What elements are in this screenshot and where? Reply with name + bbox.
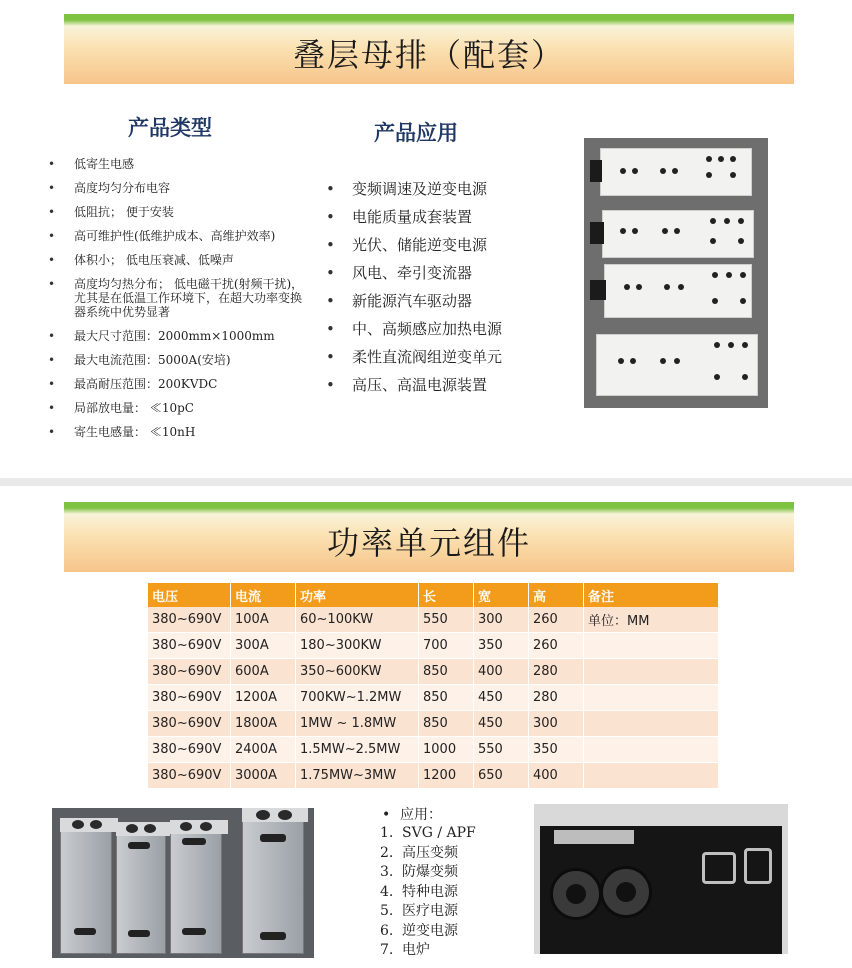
handle	[128, 930, 150, 937]
slide-title: 叠层母排（配套）	[292, 36, 565, 74]
applications-heading-label: 应用：	[400, 807, 442, 823]
hole	[706, 156, 712, 162]
item-number: 5.	[380, 903, 394, 919]
cabinet-top	[60, 818, 118, 832]
handle	[128, 842, 150, 849]
hole	[618, 358, 624, 364]
vent-hole	[144, 824, 156, 833]
table-cell	[584, 737, 719, 763]
list-item: • 局部放电量： ≪10pC	[48, 401, 308, 415]
table-cell: 260	[529, 607, 584, 633]
column-header: 备注	[584, 583, 719, 607]
applications-heading	[382, 804, 442, 824]
table-cell: 350	[529, 737, 584, 763]
cabinet-top	[170, 820, 228, 834]
table-cell: 260	[529, 633, 584, 659]
table-cell: 1200	[419, 763, 474, 789]
vent-hole	[126, 824, 138, 833]
list-item	[380, 902, 476, 922]
table-cell: 380~690V	[148, 633, 231, 659]
handle	[182, 838, 206, 845]
list-item	[380, 824, 476, 844]
hole	[674, 358, 680, 364]
hole	[632, 228, 638, 234]
table-cell	[584, 711, 719, 737]
vent-hole	[278, 810, 292, 820]
slide-laminated-busbar	[0, 0, 852, 478]
product-applications-heading: 产品应用	[374, 120, 458, 145]
table-cell: 1200A	[231, 685, 296, 711]
table-cell	[584, 763, 719, 789]
table-cell: 380~690V	[148, 737, 231, 763]
table-row	[148, 685, 719, 711]
hole	[726, 272, 732, 278]
busbar-terminal	[590, 222, 604, 244]
fan-hub	[566, 884, 586, 904]
item-label: 特种电源	[402, 883, 458, 900]
list-item: • 中、高频感应加热电源	[326, 320, 566, 338]
list-item: • 高可维护性(低维护成本、高维护效率)	[48, 229, 308, 243]
table-cell: 450	[474, 711, 529, 737]
hole	[742, 342, 748, 348]
table-row	[148, 711, 719, 737]
hole	[624, 284, 630, 290]
cabinet-top	[242, 808, 308, 822]
table-cell: 380~690V	[148, 659, 231, 685]
table-cell: 1MW ~ 1.8MW	[296, 711, 419, 737]
table-cell: 380~690V	[148, 685, 231, 711]
item-number: 6.	[380, 922, 394, 939]
table-cell: 350~600KW	[296, 659, 419, 685]
hole	[730, 156, 736, 162]
hole	[664, 284, 670, 290]
table-cell	[584, 659, 719, 685]
vent-hole	[72, 820, 84, 829]
slide-power-unit-assembly	[0, 486, 852, 968]
hole	[632, 168, 638, 174]
item-label: 逆变电源	[402, 922, 458, 939]
column-header: 宽	[474, 583, 529, 607]
table-row	[148, 659, 719, 685]
busbar-plate	[602, 210, 754, 258]
vent-hole	[180, 822, 192, 831]
slide-title: 功率单元组件	[326, 524, 531, 562]
item-number: 2.	[380, 844, 394, 861]
table-header-row	[148, 583, 719, 607]
table-row	[148, 607, 719, 633]
list-item: • 低寄生电感	[48, 157, 308, 171]
hole	[710, 238, 716, 244]
hole	[738, 218, 744, 224]
list-item: • 高压、高温电源装置	[326, 376, 566, 394]
table-cell: 60~100KW	[296, 607, 419, 633]
hole	[660, 358, 666, 364]
box-window	[744, 848, 772, 884]
list-item: • 电能质量成套装置	[326, 208, 566, 226]
list-item: • 最大尺寸范围：2000mm×1000mm	[48, 329, 308, 343]
table-cell: 2400A	[231, 737, 296, 763]
item-label: 高压变频	[402, 844, 458, 861]
column-header: 长	[419, 583, 474, 607]
hole	[712, 272, 718, 278]
title-banner	[64, 502, 794, 572]
item-label: SVG / APF	[402, 825, 476, 841]
table-cell: 700	[419, 633, 474, 659]
hole	[706, 172, 712, 178]
hole	[620, 168, 626, 174]
table-cell: 单位：MM	[584, 607, 719, 633]
item-number: 3.	[380, 864, 394, 880]
list-item	[380, 883, 476, 903]
hole	[678, 284, 684, 290]
mounting-bracket	[554, 830, 634, 844]
hole	[740, 272, 746, 278]
handle	[260, 932, 286, 940]
title-banner	[64, 14, 794, 84]
hole	[728, 342, 734, 348]
table-cell	[584, 633, 719, 659]
product-types-heading: 产品类型	[128, 115, 212, 140]
list-item: • 最高耐压范围：200KVDC	[48, 377, 308, 391]
handle	[74, 928, 96, 935]
table-cell: 300	[474, 607, 529, 633]
table-cell: 280	[529, 685, 584, 711]
table-cell: 700KW~1.2MW	[296, 685, 419, 711]
vent-hole	[256, 810, 270, 820]
table-cell: 600A	[231, 659, 296, 685]
list-item: • 风电、牵引变流器	[326, 264, 566, 282]
applications-list	[380, 824, 476, 961]
table-cell: 300A	[231, 633, 296, 659]
hole	[660, 168, 666, 174]
handle	[260, 834, 286, 842]
list-item: • 高度均匀分布电容	[48, 181, 308, 195]
hole	[730, 172, 736, 178]
product-applications-list	[326, 180, 566, 404]
table-cell: 850	[419, 659, 474, 685]
list-item: • 新能源汽车驱动器	[326, 292, 566, 310]
power-unit-box-photo	[534, 804, 788, 954]
fan-hub	[616, 882, 636, 902]
list-item: • 变频调速及逆变电源	[326, 180, 566, 198]
table-row	[148, 737, 719, 763]
table-cell: 3000A	[231, 763, 296, 789]
box-window	[702, 852, 736, 884]
table-cell	[584, 685, 719, 711]
hole	[672, 168, 678, 174]
hole	[674, 228, 680, 234]
table-cell: 400	[529, 763, 584, 789]
power-units-photo	[52, 808, 314, 958]
table-cell: 380~690V	[148, 607, 231, 633]
list-item: • 高度均匀热分布； 低电磁干扰(射频干扰)，尤其是在低温工作环境下，在超大功率变换器系统中优势显著	[48, 277, 308, 319]
list-item	[380, 863, 476, 883]
table-cell: 180~300KW	[296, 633, 419, 659]
table-row	[148, 763, 719, 789]
hole	[714, 374, 720, 380]
handle	[182, 928, 206, 935]
busbar-terminal	[590, 280, 606, 300]
list-item	[380, 922, 476, 942]
table-cell: 650	[474, 763, 529, 789]
hole	[740, 298, 746, 304]
product-types-list	[48, 157, 308, 449]
list-item	[380, 844, 476, 864]
table-cell: 550	[419, 607, 474, 633]
hole	[662, 228, 668, 234]
column-header: 电流	[231, 583, 296, 607]
table-row	[148, 633, 719, 659]
list-item: • 体积小； 低电压衰减、低噪声	[48, 253, 308, 267]
hole	[636, 284, 642, 290]
table-cell: 550	[474, 737, 529, 763]
list-item	[380, 941, 476, 961]
item-number: 4.	[380, 883, 394, 900]
list-item: • 寄生电感量： ≪10nH	[48, 425, 308, 439]
busbar-photo	[584, 138, 768, 408]
table-cell: 350	[474, 633, 529, 659]
item-label: 防爆变频	[402, 864, 458, 880]
spec-table	[148, 583, 719, 789]
list-item: • 最大电流范围：5000A(安培)	[48, 353, 308, 367]
table-cell: 380~690V	[148, 763, 231, 789]
list-item: • 柔性直流阀组逆变单元	[326, 348, 566, 366]
list-item: • 低阻抗； 便于安装	[48, 205, 308, 219]
table-cell: 1.75MW~3MW	[296, 763, 419, 789]
column-header: 功率	[296, 583, 419, 607]
hole	[630, 358, 636, 364]
hole	[742, 374, 748, 380]
table-cell: 1800A	[231, 711, 296, 737]
spec-table-body	[148, 607, 719, 789]
table-cell: 380~690V	[148, 711, 231, 737]
item-number: 1.	[380, 825, 394, 841]
hole	[724, 218, 730, 224]
item-label: 医疗电源	[402, 903, 458, 919]
table-cell: 300	[529, 711, 584, 737]
hole	[710, 218, 716, 224]
vent-hole	[90, 820, 102, 829]
column-header: 高	[529, 583, 584, 607]
column-header: 电压	[148, 583, 231, 607]
list-item: • 光伏、储能逆变电源	[326, 236, 566, 254]
table-cell: 280	[529, 659, 584, 685]
hole	[738, 238, 744, 244]
table-cell: 450	[474, 685, 529, 711]
hole	[714, 342, 720, 348]
table-cell: 850	[419, 685, 474, 711]
table-cell: 100A	[231, 607, 296, 633]
table-cell: 850	[419, 711, 474, 737]
hole	[718, 156, 724, 162]
busbar-terminal	[590, 160, 602, 182]
hole	[712, 298, 718, 304]
item-number: 7.	[380, 942, 394, 958]
vent-hole	[200, 822, 212, 831]
table-cell: 1000	[419, 737, 474, 763]
table-cell: 1.5MW~2.5MW	[296, 737, 419, 763]
bullet-icon: •	[382, 807, 391, 823]
table-cell: 400	[474, 659, 529, 685]
hole	[620, 228, 626, 234]
item-label: 电炉	[402, 942, 430, 958]
